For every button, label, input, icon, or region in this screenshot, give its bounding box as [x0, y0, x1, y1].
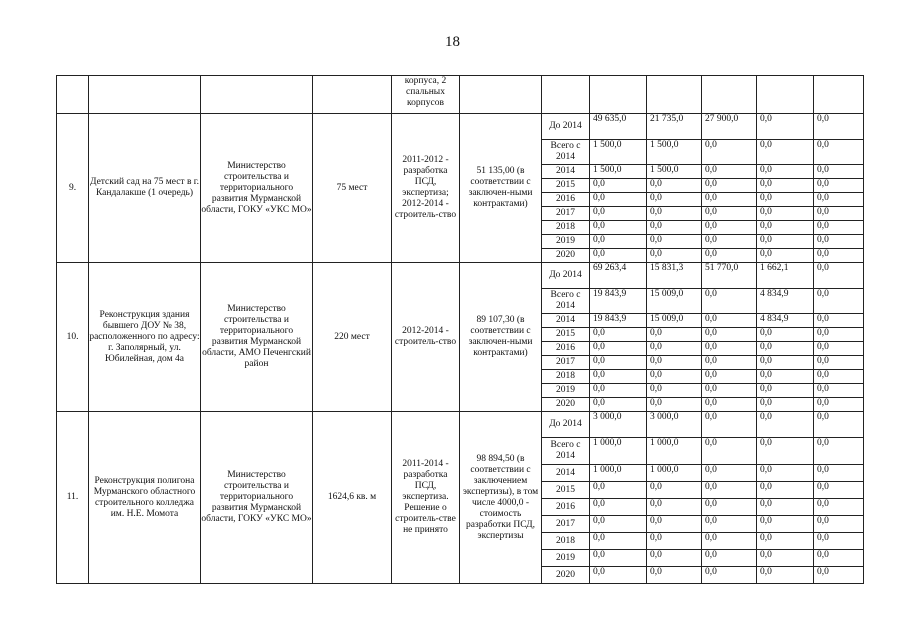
value-cell: 51 770,0 [702, 263, 757, 289]
project-stage: 2012-2014 - строитель-ство [392, 263, 460, 412]
value-cell: 0,0 [702, 207, 757, 221]
value-cell: 0,0 [590, 533, 647, 550]
value-cell: 0,0 [590, 370, 647, 384]
value-cell: 0,0 [590, 328, 647, 342]
project-name: Реконструкция полигона Мурманского областного строительного колледжа им. Н.Е. Момота [89, 412, 201, 584]
value-cell: 15 009,0 [647, 314, 702, 328]
value-cell: 0,0 [757, 398, 814, 412]
value-cell: 0,0 [590, 356, 647, 370]
value-cell: 0,0 [702, 412, 757, 438]
value-cell: 0,0 [814, 207, 864, 221]
year-cell: 2019 [542, 550, 590, 567]
value-cell: 0,0 [702, 221, 757, 235]
value-cell: 0,0 [757, 114, 814, 140]
project-cost: 51 135,00 (в соответствии с заключен-ными контрактами) [460, 114, 542, 263]
value-cell: 0,0 [757, 235, 814, 249]
value-cell: 0,0 [590, 249, 647, 263]
table-cell [542, 76, 590, 114]
value-cell: 21 735,0 [647, 114, 702, 140]
value-cell: 1 000,0 [590, 438, 647, 465]
value-cell: 1 662,1 [757, 263, 814, 289]
value-cell: 0,0 [647, 207, 702, 221]
value-cell: 0,0 [702, 516, 757, 533]
table-cell [460, 76, 542, 114]
value-cell: 0,0 [702, 384, 757, 398]
value-cell: 0,0 [590, 179, 647, 193]
year-cell: 2018 [542, 370, 590, 384]
value-cell: 1 500,0 [647, 140, 702, 165]
value-cell: 0,0 [647, 384, 702, 398]
project-number: 11. [57, 412, 89, 584]
value-cell: 0,0 [702, 398, 757, 412]
year-cell: 2019 [542, 384, 590, 398]
table-cell [702, 76, 757, 114]
value-cell: 1 500,0 [647, 165, 702, 179]
value-cell: 0,0 [814, 398, 864, 412]
year-cell: 2014 [542, 165, 590, 179]
value-cell: 0,0 [590, 207, 647, 221]
value-cell: 0,0 [590, 516, 647, 533]
project-number: 9. [57, 114, 89, 263]
value-cell: 1 000,0 [647, 465, 702, 482]
value-cell: 0,0 [814, 328, 864, 342]
value-cell: 15 009,0 [647, 289, 702, 314]
table-cell [313, 76, 392, 114]
value-cell: 0,0 [757, 207, 814, 221]
project-customer: Министерство строительства и территориального развития Мурманской области, ГОКУ «УКС МО» [201, 114, 313, 263]
year-cell: Всего с 2014 [542, 140, 590, 165]
project-customer: Министерство строительства и территориального развития Мурманской области, ГОКУ «УКС МО» [201, 412, 313, 584]
value-cell: 0,0 [702, 370, 757, 384]
value-cell: 0,0 [757, 356, 814, 370]
year-cell: 2015 [542, 179, 590, 193]
value-cell: 0,0 [702, 342, 757, 356]
value-cell: 0,0 [757, 533, 814, 550]
year-cell: 2015 [542, 328, 590, 342]
value-cell: 1 500,0 [590, 140, 647, 165]
value-cell: 0,0 [647, 516, 702, 533]
value-cell: 0,0 [702, 140, 757, 165]
value-cell: 0,0 [757, 412, 814, 438]
project-stage: 2011-2014 - разработка ПСД, экспертиза. Решение о строитель-стве не принято [392, 412, 460, 584]
value-cell: 0,0 [757, 465, 814, 482]
table-cell [201, 76, 313, 114]
value-cell: 0,0 [647, 328, 702, 342]
value-cell: 0,0 [702, 438, 757, 465]
value-cell: 0,0 [814, 140, 864, 165]
year-cell: Всего с 2014 [542, 438, 590, 465]
value-cell: 0,0 [590, 567, 647, 584]
stage-cell: корпуса, 2 спальных корпусов [392, 76, 460, 114]
value-cell: 1 000,0 [590, 465, 647, 482]
year-cell: 2016 [542, 499, 590, 516]
year-cell: 2020 [542, 398, 590, 412]
year-cell: 2017 [542, 516, 590, 533]
value-cell: 0,0 [814, 533, 864, 550]
year-cell: 2016 [542, 193, 590, 207]
value-cell: 0,0 [702, 314, 757, 328]
value-cell: 0,0 [702, 465, 757, 482]
table-cell [57, 76, 89, 114]
value-cell: 0,0 [647, 342, 702, 356]
value-cell: 0,0 [814, 179, 864, 193]
value-cell: 0,0 [590, 499, 647, 516]
value-cell: 0,0 [647, 482, 702, 499]
value-cell: 27 900,0 [702, 114, 757, 140]
value-cell: 0,0 [757, 249, 814, 263]
value-cell: 0,0 [814, 221, 864, 235]
year-cell: 2015 [542, 482, 590, 499]
value-cell: 0,0 [647, 567, 702, 584]
value-cell: 3 000,0 [647, 412, 702, 438]
project-name: Реконструкция здания бывшего ДОУ № 38, расположенного по адресу: г. Заполярный, ул. Юбилейная, дом 4а [89, 263, 201, 412]
value-cell: 0,0 [590, 482, 647, 499]
year-cell: 2014 [542, 465, 590, 482]
project-name: Детский сад на 75 мест в г. Кандалакше (1 очередь) [89, 114, 201, 263]
value-cell: 0,0 [702, 499, 757, 516]
value-cell: 0,0 [702, 249, 757, 263]
year-cell: 2019 [542, 235, 590, 249]
value-cell: 19 843,9 [590, 289, 647, 314]
value-cell: 4 834,9 [757, 289, 814, 314]
table-row [57, 263, 864, 289]
value-cell: 0,0 [647, 370, 702, 384]
value-cell: 0,0 [814, 263, 864, 289]
value-cell: 0,0 [702, 567, 757, 584]
value-cell: 0,0 [590, 193, 647, 207]
value-cell: 49 635,0 [590, 114, 647, 140]
year-cell: 2017 [542, 207, 590, 221]
year-cell: Всего с 2014 [542, 289, 590, 314]
value-cell: 0,0 [702, 482, 757, 499]
value-cell: 0,0 [702, 356, 757, 370]
page-number: 18 [445, 34, 460, 50]
value-cell: 0,0 [647, 235, 702, 249]
value-cell: 0,0 [814, 412, 864, 438]
value-cell: 0,0 [702, 289, 757, 314]
value-cell: 0,0 [647, 179, 702, 193]
value-cell: 0,0 [757, 221, 814, 235]
value-cell: 0,0 [814, 499, 864, 516]
value-cell: 0,0 [702, 533, 757, 550]
value-cell: 0,0 [702, 165, 757, 179]
value-cell: 0,0 [647, 499, 702, 516]
value-cell: 0,0 [814, 314, 864, 328]
value-cell: 1 000,0 [647, 438, 702, 465]
value-cell: 0,0 [757, 384, 814, 398]
table-row [57, 76, 864, 114]
value-cell: 0,0 [647, 533, 702, 550]
value-cell: 0,0 [702, 179, 757, 193]
project-number: 10. [57, 263, 89, 412]
value-cell: 0,0 [814, 550, 864, 567]
value-cell: 0,0 [757, 193, 814, 207]
year-cell: 2014 [542, 314, 590, 328]
value-cell: 0,0 [814, 516, 864, 533]
value-cell: 19 843,9 [590, 314, 647, 328]
year-cell: 2020 [542, 567, 590, 584]
year-cell: До 2014 [542, 114, 590, 140]
value-cell: 0,0 [814, 567, 864, 584]
value-cell: 0,0 [814, 482, 864, 499]
value-cell: 0,0 [757, 370, 814, 384]
value-cell: 0,0 [590, 221, 647, 235]
value-cell: 0,0 [814, 342, 864, 356]
year-cell: 2018 [542, 221, 590, 235]
value-cell: 0,0 [814, 465, 864, 482]
project-cost: 98 894,50 (в соответствии с заключением экспертизы), в том числе 4000,0 - стоимость разработки ПСД, экспертизы [460, 412, 542, 584]
value-cell: 3 000,0 [590, 412, 647, 438]
table-cell [757, 76, 814, 114]
year-cell: До 2014 [542, 412, 590, 438]
value-cell: 0,0 [757, 499, 814, 516]
value-cell: 0,0 [757, 140, 814, 165]
value-cell: 0,0 [757, 482, 814, 499]
project-capacity: 1624,6 кв. м [313, 412, 392, 584]
value-cell: 69 263,4 [590, 263, 647, 289]
value-cell: 0,0 [590, 342, 647, 356]
value-cell: 0,0 [647, 398, 702, 412]
table-row [57, 412, 864, 438]
value-cell: 0,0 [814, 165, 864, 179]
value-cell: 1 500,0 [590, 165, 647, 179]
value-cell: 0,0 [702, 550, 757, 567]
value-cell: 0,0 [814, 249, 864, 263]
year-cell: 2016 [542, 342, 590, 356]
year-cell: 2020 [542, 249, 590, 263]
table-cell [590, 76, 647, 114]
year-cell: 2018 [542, 533, 590, 550]
value-cell: 0,0 [647, 249, 702, 263]
value-cell: 0,0 [647, 221, 702, 235]
value-cell: 0,0 [590, 384, 647, 398]
table-cell [89, 76, 201, 114]
value-cell: 0,0 [702, 235, 757, 249]
value-cell: 0,0 [647, 193, 702, 207]
value-cell: 0,0 [702, 193, 757, 207]
value-cell: 0,0 [757, 342, 814, 356]
value-cell: 0,0 [814, 235, 864, 249]
project-stage: 2011-2012 - разработка ПСД, экспертиза; 2012-2014 - строитель-ство [392, 114, 460, 263]
table-row [57, 114, 864, 140]
value-cell: 4 834,9 [757, 314, 814, 328]
project-cost: 89 107,30 (в соответствии с заключен-ными контрактами) [460, 263, 542, 412]
value-cell: 0,0 [814, 370, 864, 384]
value-cell: 0,0 [647, 550, 702, 567]
value-cell: 0,0 [814, 289, 864, 314]
year-cell: До 2014 [542, 263, 590, 289]
value-cell: 0,0 [757, 438, 814, 465]
value-cell: 0,0 [814, 114, 864, 140]
table-cell [814, 76, 864, 114]
value-cell: 0,0 [590, 235, 647, 249]
value-cell: 0,0 [757, 165, 814, 179]
value-cell: 0,0 [814, 438, 864, 465]
value-cell: 0,0 [814, 356, 864, 370]
year-cell: 2017 [542, 356, 590, 370]
value-cell: 0,0 [590, 398, 647, 412]
value-cell: 0,0 [757, 550, 814, 567]
value-cell: 0,0 [590, 550, 647, 567]
value-cell: 0,0 [757, 567, 814, 584]
value-cell: 0,0 [757, 179, 814, 193]
value-cell: 0,0 [647, 356, 702, 370]
table-cell [647, 76, 702, 114]
project-customer: Министерство строительства и территориального развития Мурманской области, АМО Печенгский район [201, 263, 313, 412]
value-cell: 0,0 [814, 384, 864, 398]
value-cell: 15 831,3 [647, 263, 702, 289]
value-cell: 0,0 [702, 328, 757, 342]
project-capacity: 220 мест [313, 263, 392, 412]
program-table [56, 75, 864, 584]
value-cell: 0,0 [814, 193, 864, 207]
value-cell: 0,0 [757, 328, 814, 342]
value-cell: 0,0 [757, 516, 814, 533]
project-capacity: 75 мест [313, 114, 392, 263]
